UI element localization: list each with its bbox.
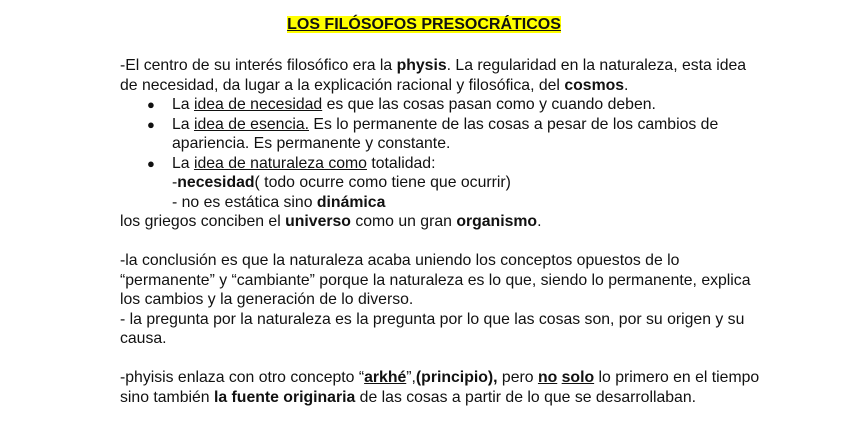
paragraph-universo bbox=[120, 212, 760, 232]
paragraph-pregunta: - la pregunta por la naturaleza es la pregunta por lo que las cosas son, por su origen y su causa. bbox=[120, 310, 745, 347]
bold-term: cosmos bbox=[564, 76, 625, 94]
bullet-item bbox=[172, 115, 760, 154]
underlined-term: idea de naturaleza como bbox=[193, 154, 367, 172]
bold-underlined-term: arkhé bbox=[364, 369, 407, 386]
page-title bbox=[0, 14, 848, 36]
blank-line bbox=[120, 232, 760, 252]
text-run: totalidad: bbox=[366, 154, 436, 172]
bold-term: dinámica bbox=[316, 193, 386, 211]
bold-term: la fuente originaria bbox=[213, 388, 356, 406]
text-run: ( todo ocurre como tiene que ocurrir) bbox=[254, 174, 511, 191]
paragraph-physis bbox=[120, 56, 760, 95]
sub-line-dinamica bbox=[120, 193, 760, 213]
text-run: -El centro de su interés filosófico era la bbox=[120, 57, 397, 74]
text-run: como un gran bbox=[350, 213, 457, 230]
text-run: es que las cosas pasan como y cuando deben. bbox=[322, 96, 656, 113]
document-body bbox=[120, 56, 760, 407]
bold-underlined-term: no bbox=[537, 369, 558, 386]
text-run: ”, bbox=[406, 369, 416, 386]
bullet-item bbox=[172, 95, 760, 115]
underlined-term: idea de necesidad bbox=[193, 96, 323, 113]
text-run: -phyisis enlaza con otro concepto “ bbox=[120, 369, 365, 386]
bold-term: physis bbox=[396, 57, 447, 74]
bold-term: universo bbox=[285, 213, 351, 230]
text-run: La bbox=[172, 154, 194, 172]
text-run: - bbox=[172, 174, 178, 191]
bold-term: (principio), bbox=[415, 369, 498, 386]
text-run: La bbox=[172, 96, 194, 113]
paragraph-arkhe bbox=[120, 368, 760, 407]
sub-line-necesidad bbox=[120, 173, 760, 193]
underlined-term: idea de esencia. bbox=[193, 115, 310, 133]
text-run: lo primero en el tiempo sino también bbox=[120, 369, 760, 406]
bold-term: necesidad bbox=[177, 174, 255, 191]
text-run: pero bbox=[497, 369, 538, 386]
bullet-item bbox=[172, 154, 760, 174]
blank-line bbox=[120, 349, 760, 369]
bold-term: organismo bbox=[456, 213, 538, 230]
text-run: La bbox=[172, 115, 194, 133]
text-run: Es lo permanente de las cosas a pesar de los cambios de apariencia. Es permanente y constante. bbox=[172, 115, 719, 152]
text-run: . bbox=[537, 213, 542, 230]
text-run: - no es estática sino bbox=[172, 193, 317, 211]
paragraph-conclusion: -la conclusión es que la naturaleza acaba uniendo los conceptos opuestos de lo “permanente” y “cambiante” porque la naturaleza es lo que, siendo lo permanente, explica los cambios y la generación de lo diverso. bbox=[120, 252, 751, 308]
text-run: . bbox=[624, 76, 629, 94]
text-run: . La regularidad en la naturaleza, esta idea de necesidad, da lugar a la explicación racional y filosófica, del bbox=[120, 57, 747, 94]
bold-underlined-term: solo bbox=[561, 369, 595, 386]
text-run: los griegos conciben el bbox=[120, 213, 286, 230]
page-title-text: LOS FILÓSOFOS PRESOCRÁTICOS bbox=[287, 16, 561, 33]
text-run: de las cosas a partir de lo que se desarrollaban. bbox=[355, 388, 697, 406]
bullet-list bbox=[120, 95, 760, 173]
